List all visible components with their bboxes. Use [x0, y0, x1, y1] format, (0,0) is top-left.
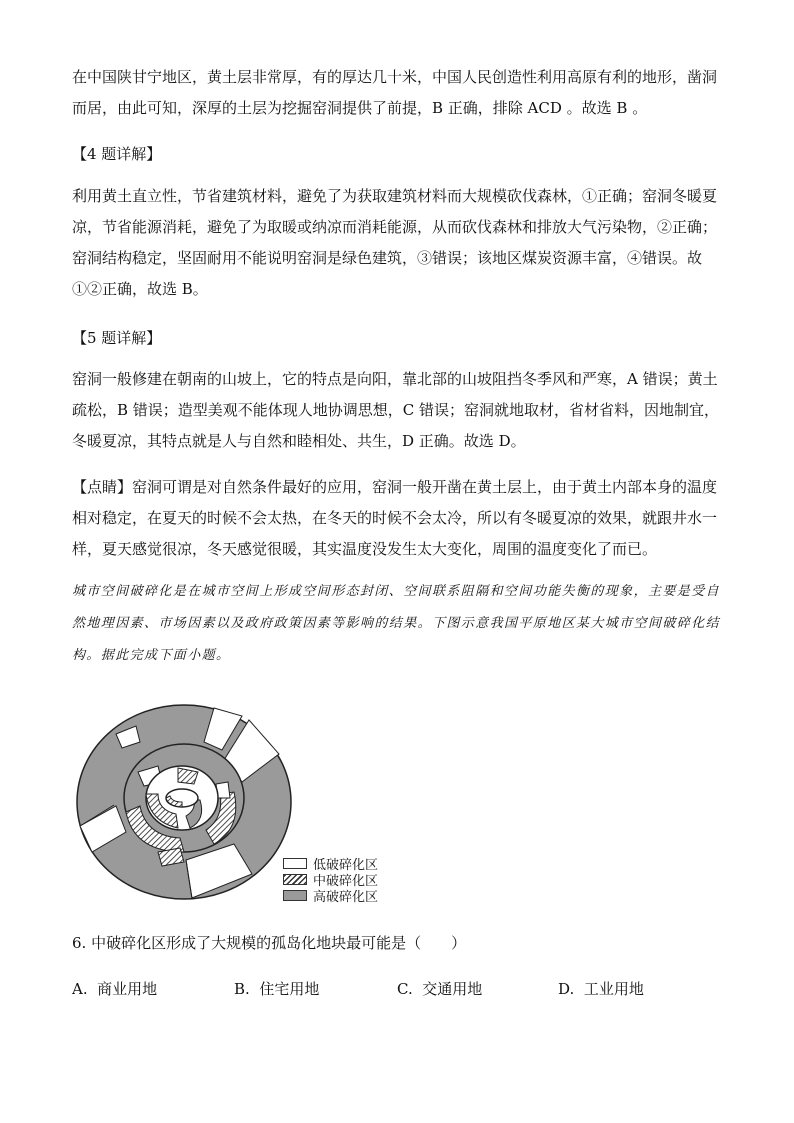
- legend-label-high: 高破碎化区: [313, 889, 379, 905]
- legend-label-mid: 中破碎化区: [313, 873, 379, 889]
- option-c-letter: C.: [397, 980, 413, 998]
- option-b-text: 住宅用地: [259, 980, 320, 998]
- legend-item-high: [283, 887, 378, 903]
- option-a[interactable]: [72, 978, 157, 999]
- paragraph-answer-4: 利用黄土直立性，节省建筑材料，避免了为获取建筑材料而大规模砍伐森林，①正确；窑洞冬暖夏凉，节省能源消耗，避免了为取暖或纳凉而消耗能源，从而砍伐森林和排放大气污染物，②正确；窑洞结构稳定，坚固耐用不能说明窑洞是绿色建筑，③错误；该地区煤炭资源丰富，④错误。故①②正确，故选 B。: [72, 187, 718, 298]
- option-c-text: 交通用地: [422, 980, 483, 998]
- legend-swatch-low: [283, 858, 307, 869]
- legend-swatch-high: [283, 890, 307, 901]
- heading-q4: 【4 题详解】: [72, 145, 162, 163]
- paragraph-dianjing: 【点睛】窑洞可谓是对自然条件最好的应用，窑洞一般开凿在黄土层上，由于黄土内部本身的温度相对稳定，在夏天的时候不会太热，在冬天的时候不会太冷，所以有冬暖夏凉的效果，就跟井水一样，夏天感觉很凉，冬天感觉很暖，其实温度没发生太大变化，周围的温度变化了而已。: [72, 478, 718, 558]
- heading-q5: 【5 题详解】: [72, 329, 162, 347]
- option-c[interactable]: [397, 978, 482, 999]
- option-d[interactable]: [558, 978, 644, 999]
- paragraph-answer-5: 窑洞一般修建在朝南的山坡上，它的特点是向阳，靠北部的山坡阻挡冬季风和严寒，A 错误；黄土疏松，B 错误；造型美观不能体现人地协调思想，C 错误；窑洞就地取材，省材省料，因地制宜，冬暖夏凉，其特点就是人与自然和睦相处、共生，D 正确。故选 D。: [72, 370, 720, 450]
- option-d-text: 工业用地: [583, 980, 644, 998]
- option-b-letter: B.: [234, 980, 250, 998]
- question-6-stem: 6. 中破碎化区形成了大规模的孤岛化地块最可能是（ ）: [72, 934, 467, 952]
- legend-swatch-mid: [283, 874, 307, 885]
- legend: [283, 855, 378, 903]
- option-a-text: 商业用地: [97, 980, 158, 998]
- paragraph-answer-3: 在中国陕甘宁地区，黄土层非常厚，有的厚达几十米，中国人民创造性利用高原有利的地形，凿洞而居，由此可知，深厚的土层为挖掘窑洞提供了前提，B 正确，排除 ACD 。故选 B 。: [72, 68, 718, 117]
- legend-label-low: 低破碎化区: [313, 857, 379, 873]
- fragmentation-diagram: [74, 702, 294, 902]
- option-a-letter: A.: [72, 980, 88, 998]
- question-intro: 城市空间破碎化是在城市空间上形成空间形态封闭、空间联系阻隔和空间功能失衡的现象，主要是受自然地理因素、市场因素以及政府政策因素等影响的结果。下图示意我国平原地区某大城市空间破碎化结构。据此完成下面小题。: [72, 584, 721, 663]
- option-d-letter: D.: [558, 980, 575, 998]
- option-b[interactable]: [234, 978, 319, 999]
